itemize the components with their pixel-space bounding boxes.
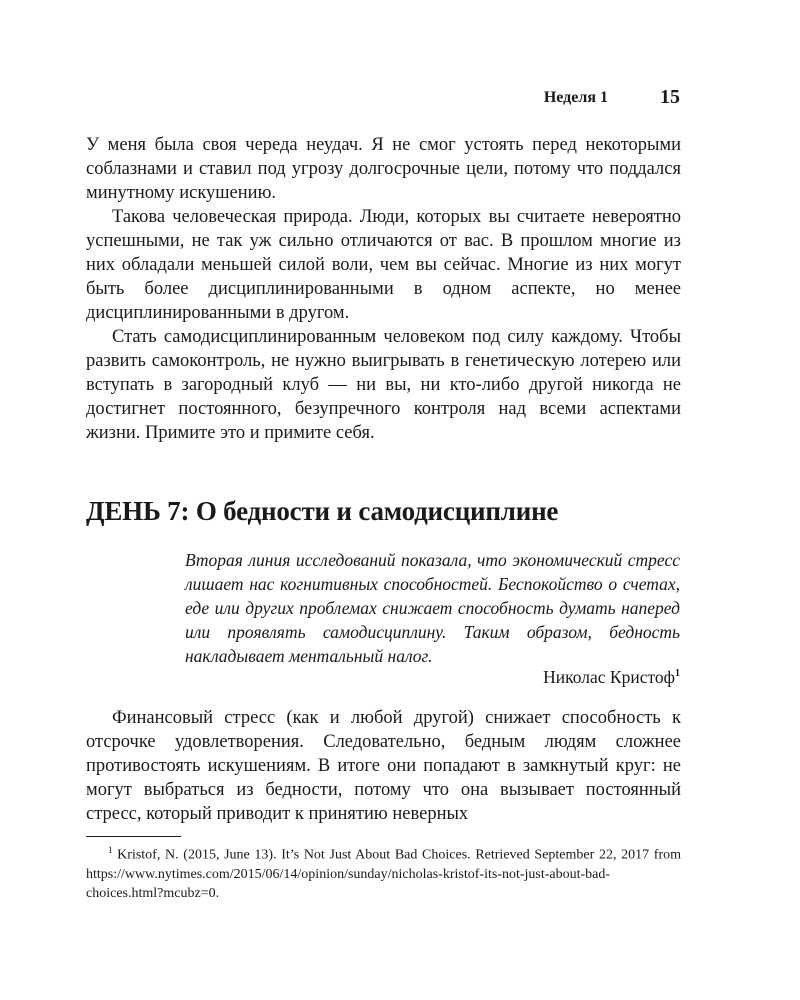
epigraph-author-name: Николас Кристоф [543,667,675,687]
epigraph-quote: Вторая линия исследований показала, что экономический стресс лишает нас когнитивных способностей. Беспокойство о счетах, еде или других проблемах снижает способность думать наперед или проявлять самодисциплину. Таким образом, бедность накладывает ментальный налог. [185,550,680,666]
footnote-reference: 1 [675,668,680,680]
paragraph: Такова человеческая природа. Люди, которых вы считаете невероятно успешными, не так уж сильно отличаются от вас. В прошлом многие из них обладали меньшей силой воли, чем вы сейчас. Многие из них могут быть более дисциплинированными в одном аспекте, но менее дисциплинированными в другом. [86,207,681,323]
section-title: ДЕНЬ 7: О бедности и самодисциплине [86,496,559,526]
footnote-marker: 1 [108,845,113,855]
body-text-bottom [86,706,681,826]
paragraph: Стать самодисциплинированным человеком под силу каждому. Чтобы развить самоконтроль, не нужно выигрывать в генетическую лотерею или вступать в загородный клуб — ни вы, ни кто-либо другой никогда не достигнет постоянного, безупречного контроля над всеми аспектами жизни. Примите это и примите себя. [86,327,681,443]
footnote-divider [86,836,181,837]
footnote-text: Kristof, N. (2015, June 13). It’s Not Just About Bad Choices. Retrieved September 22, 2017 from https://www.nytimes.com/2015/06/14/opinion/sunday/nicholas-kristof-its-not-just-about-bad-choices.html?mcubz=0. [86,847,681,901]
paragraph: У меня была своя череда неудач. Я не смог устоять перед некоторыми соблазнами и ставил под угрозу долгосрочные цели, потому что поддался минутному искушению. [86,135,681,203]
epigraph-author [543,667,680,688]
body-text-top [86,133,681,445]
footnote [86,841,681,903]
page-number: 15 [660,86,680,108]
paragraph: Финансовый стресс (как и любой другой) снижает способность к отсрочке удовлетворения. Следовательно, бедным людям сложнее противостоять искушениям. В итоге они попадают в замкнутый круг: не могут выбраться из бедности, потому что она вызывает постоянный стресс, который приводит к принятию неверных [86,708,681,824]
running-head-section: Неделя 1 [543,89,608,106]
